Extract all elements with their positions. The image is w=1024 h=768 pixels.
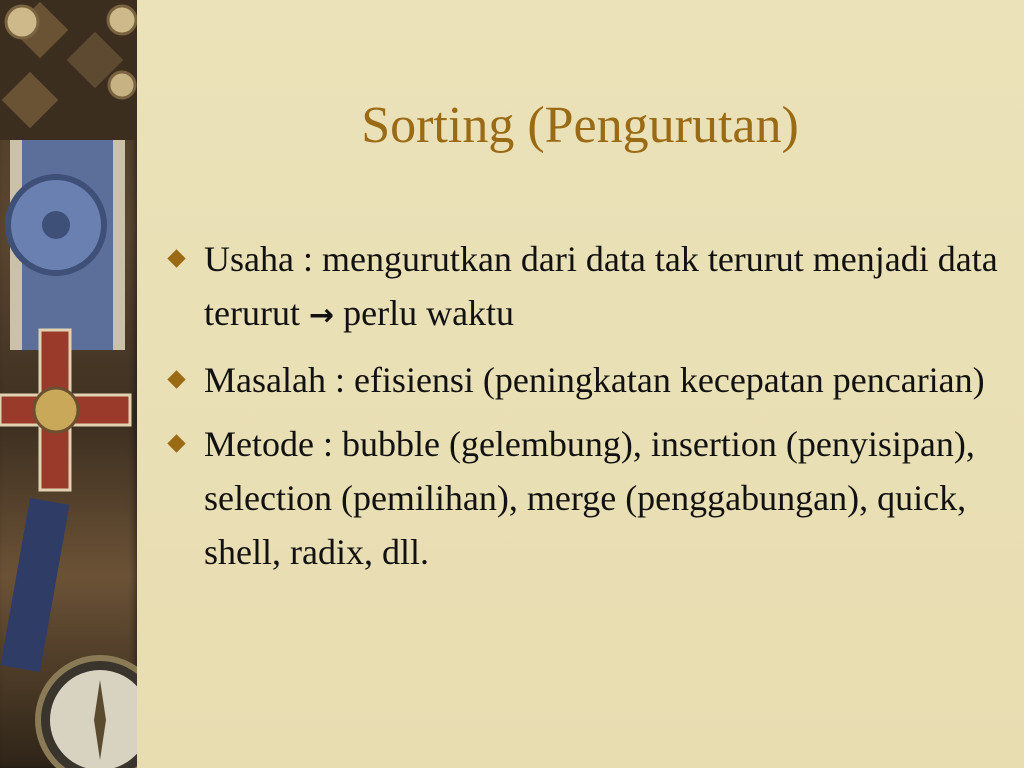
bullet-list [168, 232, 998, 589]
bullet-text: Metode : bubble (gelembung), insertion (penyisipan), selection (pemilihan), merge (penggabungan), quick, shell, radix, dll. [204, 424, 975, 572]
bullet-text: Masalah : efisiensi (peningkatan kecepatan pencarian) [204, 360, 985, 400]
collage-graphic [0, 0, 137, 768]
decorative-medal-collage-image [0, 0, 137, 768]
diamond-bullet-icon [167, 434, 185, 452]
bullet-text-continuation: perlu waktu [334, 293, 515, 333]
slide-title: Sorting (Pengurutan) [361, 97, 799, 154]
diamond-bullet-icon [167, 249, 185, 267]
bullet-item-usaha [168, 232, 998, 343]
diamond-bullet-icon [167, 370, 185, 388]
bullet-item-metode [168, 417, 998, 579]
bullet-item-masalah [168, 353, 998, 407]
right-arrow-icon: → [308, 298, 335, 333]
bullet-text: Usaha : mengurutkan dari data tak terurut menjadi data terurut [204, 239, 998, 333]
